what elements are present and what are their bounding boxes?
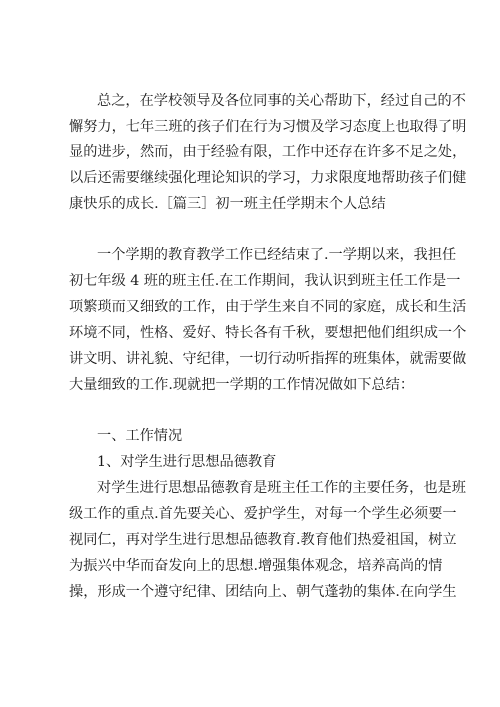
p3-line-3: 视同仁，再对学生进行思想品德教育.教育他们热爱祖国，树立	[69, 532, 457, 548]
p3-line-2: 级工作的重点.首先要关心、爱护学生，对每一个学生必须要一	[69, 506, 457, 522]
p1-line-1: 总之，在学校领导及各位同事的关心帮助下，经过自己的不	[97, 93, 466, 109]
p1-line-3: 显的进步，然而，由于经验有限，工作中还存在许多不足之处，	[69, 144, 467, 160]
p1-line-5: 康快乐的成长.［篇三］初一班主任学期末个人总结	[69, 196, 386, 212]
p3-line-1: 对学生进行思想品德教育是班主任工作的主要任务，也是班	[97, 480, 466, 496]
p2-line-4: 环境不同，性格、爱好、特长各有千秋，要想把他们组织成一个	[69, 325, 467, 341]
section-heading-work-status: 一、工作情况	[97, 428, 183, 444]
p2-line-2: 初七年级 4 班的班主任.在工作期间，我认识到班主任工作是一	[69, 273, 461, 289]
p2-line-3: 项繁琐而又细致的工作，由于学生来自不同的家庭，成长和生活	[69, 299, 467, 315]
p2-line-5: 讲文明、讲礼貌、守纪律，一切行动听指挥的班集体，就需要做	[69, 351, 467, 367]
p1-line-4: 以后还需要继续强化理论知识的学习，力求限度地帮助孩子们健	[69, 170, 467, 186]
p2-line-1: 一个学期的教育教学工作已经结束了.一学期以来，我担任	[97, 247, 457, 263]
subsection-heading-moral-education: 1、对学生进行思想品德教育	[97, 454, 277, 470]
p3-line-5: 操，形成一个遵守纪律、团结向上、朝气蓬勃的集体.在向学生	[69, 584, 457, 600]
p3-line-4: 为振兴中华而奋发向上的思想.增强集体观念，培养高尚的情	[69, 558, 443, 574]
p1-line-2: 懈努力，七年三班的孩子们在行为习惯及学习态度上也取得了明	[69, 119, 467, 135]
p2-line-6: 大量细致的工作.现就把一学期的工作情况做如下总结：	[69, 377, 415, 393]
